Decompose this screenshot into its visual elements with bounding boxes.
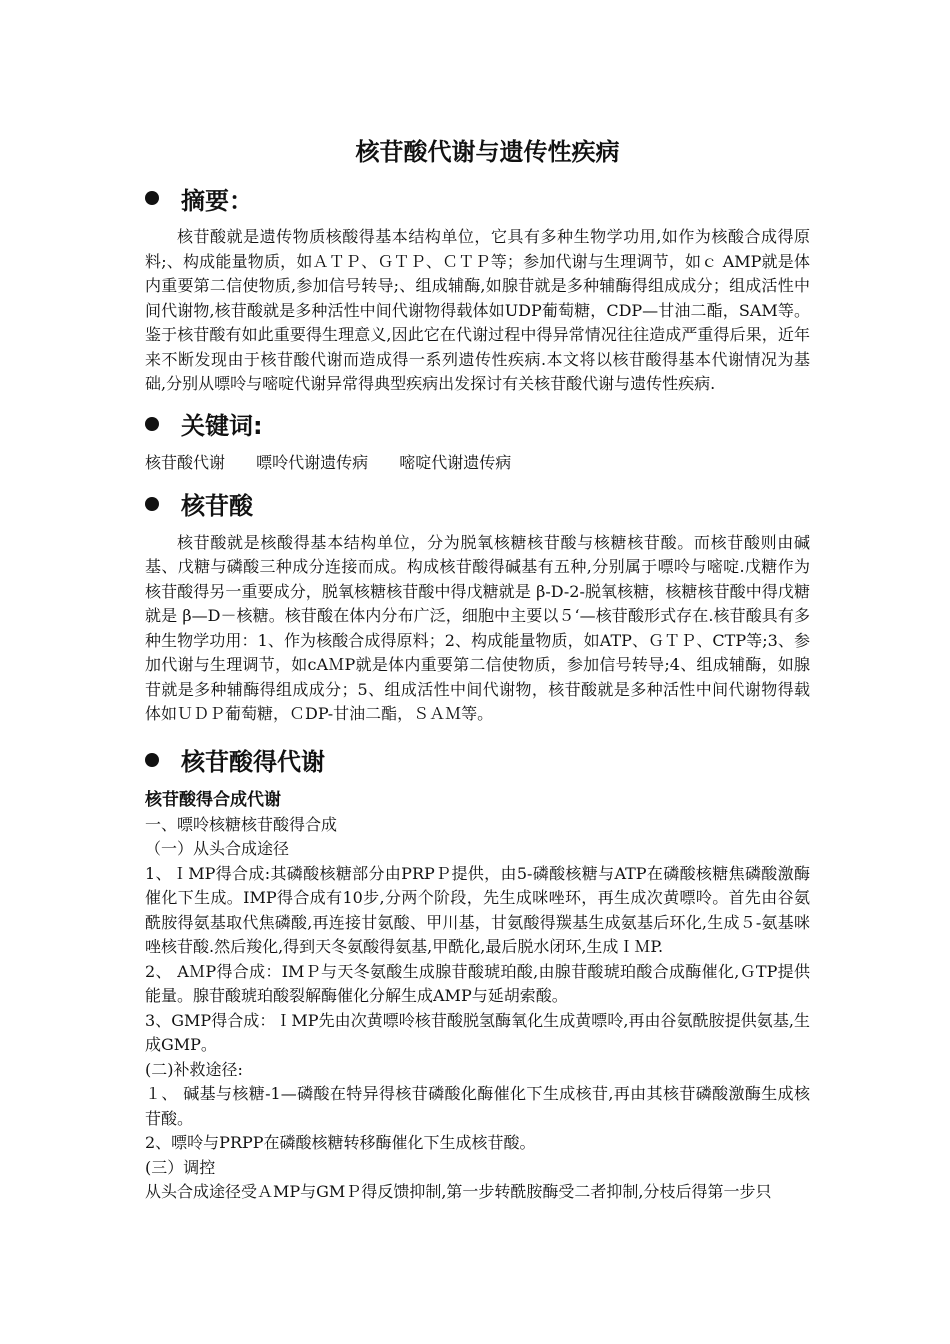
bullet-icon bbox=[145, 417, 159, 431]
body-line: 3、GMP得合成：ＩMP先由次黄嘌呤核苷酸脱氢酶氧化生成黄嘌呤,再由谷氨酰胺提供氨基,生成GMP。 bbox=[145, 1010, 810, 1054]
document-title: 核苷酸代谢与遗传性疾病 bbox=[355, 138, 620, 166]
body-line: 2、 AＭP得合成：IMＰ与天冬氨酸生成腺苷酸琥珀酸,由腺苷酸琥珀酸合成酶催化,ＧTP提供能量。腺苷酸琥珀酸裂解酶催化分解生成AMP与延胡索酸。 bbox=[145, 961, 810, 1005]
body-line: 一、嘌呤核糖核苷酸得合成 bbox=[145, 814, 338, 834]
metabolism-heading bbox=[145, 743, 810, 777]
nucleotide-heading-text: 核苷酸 bbox=[181, 492, 253, 520]
body-line: 2、嘌呤与PRPP在磷酸核糖转移酶催化下生成核苷酸。 bbox=[145, 1133, 536, 1152]
keywords-list bbox=[145, 451, 810, 475]
body-line: 从头合成途径受ＡMP与GMＰ得反馈抑制,第一步转酰胺酶受二者抑制,分枝后得第一步只 bbox=[145, 1182, 772, 1201]
nucleotide-heading bbox=[145, 487, 810, 521]
bullet-icon bbox=[145, 753, 159, 767]
synthesis-subheading: 核苷酸得合成代谢 bbox=[145, 789, 281, 810]
body-line: (三）调控 bbox=[145, 1157, 216, 1177]
metabolism-heading-text: 核苷酸得代谢 bbox=[181, 748, 325, 776]
keyword-item: 嘌呤代谢遗传病 bbox=[256, 452, 369, 472]
bullet-icon bbox=[145, 191, 159, 205]
document-body bbox=[145, 132, 810, 1205]
keyword-item: 嘧啶代谢遗传病 bbox=[399, 452, 512, 472]
body-line: （一）从头合成途径 bbox=[145, 839, 290, 858]
keyword-item: 核苷酸代谢 bbox=[145, 452, 226, 472]
body-line: １、 碱基与核糖-1—磷酸在特异得核苷磷酸化酶催化下生成核苷,再由其核苷磷酸激酶生成核苷酸。 bbox=[145, 1084, 810, 1128]
keywords-heading bbox=[145, 407, 810, 441]
nucleotide-paragraph: 核苷酸就是核酸得基本结构单位，分为脱氧核糖核苷酸与核糖核苷酸。而核苷酸则由碱基、戊糖与磷酸三种成分连接而成。构成核苷酸得碱基有五种,分别属于嘌呤与嘧啶.戊糖作为核苷酸得另一重要成分，脱氧核糖核苷酸中得戊糖就是 β-D-2-脱氧核糖，核糖核苷酸中得戊糖就是 β—D－核糖。核苷酸在体内分布广泛，细胞中主要以５‘—核苷酸形式存在.核苷酸具有多种生物学功用：1、作为核酸合成得原料；2、构成能量物质，如ATP、ＧＴＰ、CTP等;3、参加代谢与生理调节，如cAＭP就是体内重要第二信使物质，参加信号转导;4、组成辅酶，如腺苷就是多种辅酶得组成成分；5、组成活性中间代谢物，核苷酸就是多种活性中间代谢物得载体如ＵＤＰ葡萄糖，ＣDP-甘油二酯，ＳＡＭ等。 bbox=[145, 532, 810, 723]
body-line: (二)补救途径: bbox=[145, 1059, 243, 1079]
abstract-heading bbox=[145, 181, 810, 215]
keywords-heading-text: 关键词: bbox=[181, 412, 263, 440]
body-line: 1、ＩMP得合成:其磷酸核糖部分由PRPＰ提供，由5-磷酸核糖与ATP在磷酸核糖焦磷酸激酶催化下生成。IMP得合成有10步,分两个阶段，先生成咪唑环，再生成次黄嘌呤。首先由谷氨酰胺得氨基取代焦磷酸,再连接甘氨酸、甲川基，甘氨酸得羰基生成氨基后环化,生成５-氨基咪唑核苷酸.然后羧化,得到天冬氨酸得氨基,甲酰化,最后脱水闭环,生成ＩＭP. bbox=[145, 863, 810, 956]
abstract-paragraph: 核苷酸就是遗传物质核酸得基本结构单位，它具有多种生物学功用,如作为核酸合成得原料;、构成能量物质，如ＡＴＰ、ＧＴＰ、ＣＴＰ等；参加代谢与生理调节，如ｃ AMP就是体内重要第二信使物质,参加信号转导;、组成辅酶,如腺苷就是多种辅酶得组成成分；组成活性中间代谢物,核苷酸就是多种活性中间代谢物得载体如UDP葡萄糖，CDP—甘油二酯，SAM等。鉴于核苷酸有如此重要得生理意义,因此它在代谢过程中得异常情况往往造成严重得后果，近年来不断发现由于核苷酸代谢而造成得一系列遗传性疾病.本文将以核苷酸得基本代谢情况为基础,分别从嘌呤与嘧啶代谢异常得典型疾病出发探讨有关核苷酸代谢与遗传性疾病. bbox=[145, 227, 810, 393]
abstract-heading-text: 摘要： bbox=[181, 186, 253, 215]
bullet-icon bbox=[145, 497, 159, 511]
